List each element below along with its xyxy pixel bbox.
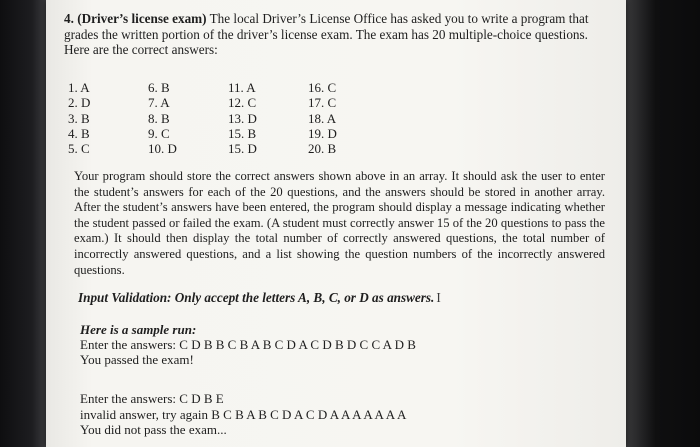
answer-column-1 bbox=[68, 80, 138, 156]
problem-statement bbox=[64, 11, 609, 58]
problem-number: 4. bbox=[64, 11, 74, 26]
correct-answers-list bbox=[68, 80, 388, 160]
program-instructions: Your program should store the correct answers shown above in an array. It should ask the user to enter the student’s answers for each of the 20 questions, and the answers should be stored in another array. After the student’s answers have been entered, the program should display a message indicating whether the student passed or failed the exam. (A student must correctly answer 15 of the 20 questions to pass the exam.) It should then display the total number of correctly answered questions, the total number of incorrectly answered questions, and a list showing the question numbers of the incorrectly answered questions. bbox=[74, 169, 605, 277]
answer-column-4 bbox=[308, 80, 378, 156]
answer-item: 4. B bbox=[68, 125, 90, 141]
answer-item: 8. B bbox=[148, 110, 170, 126]
textbook-page bbox=[46, 0, 626, 447]
problem-topic: (Driver’s license exam) bbox=[77, 11, 207, 26]
sample-run-1-result: You passed the exam! bbox=[80, 352, 194, 367]
answer-item: 12. C bbox=[228, 95, 257, 111]
photo-background-right bbox=[626, 0, 700, 447]
sample-run-1-input: Enter the answers: C D B B C B A B C D A C D B D C C A D B bbox=[80, 337, 416, 352]
answer-item: 13. D bbox=[228, 110, 257, 126]
answer-item: 15. D bbox=[228, 141, 257, 157]
answer-column-3 bbox=[228, 80, 298, 156]
answer-item: 10. D bbox=[148, 141, 177, 157]
photo-background-left bbox=[0, 0, 46, 447]
answer-item: 9. C bbox=[148, 125, 170, 141]
answer-item: 15. B bbox=[228, 125, 257, 141]
sample-run-2-result: You did not pass the exam... bbox=[80, 422, 227, 437]
answer-item: 5. C bbox=[68, 141, 90, 157]
answer-item: 11. A bbox=[228, 80, 256, 95]
text-cursor-icon: I bbox=[436, 290, 441, 305]
answer-item: 16. C bbox=[308, 80, 337, 95]
sample-run-2-input: Enter the answers: C D B E bbox=[80, 391, 224, 406]
answer-item: 3. B bbox=[68, 110, 90, 126]
answer-item: 1. A bbox=[68, 80, 90, 95]
answer-item: 18. A bbox=[308, 110, 337, 126]
input-validation-text: Input Validation: Only accept the letters A, B, C, or D as answers. bbox=[78, 290, 435, 305]
sample-run-2-retry: invalid answer, try again B C B A B C D A C D A A A A A A A bbox=[80, 407, 407, 422]
answer-item: 17. C bbox=[308, 95, 337, 111]
sample-run-heading: Here is a sample run: bbox=[80, 322, 197, 337]
answer-item: 19. D bbox=[308, 125, 337, 141]
answer-item: 2. D bbox=[68, 95, 91, 111]
answer-item: 7. A bbox=[148, 95, 170, 111]
answer-column-2 bbox=[148, 80, 218, 156]
answer-item: 6. B bbox=[148, 80, 170, 95]
answer-item: 20. B bbox=[308, 141, 337, 157]
input-validation-note bbox=[78, 290, 441, 306]
problem-text: The local Driver’s License Office has asked you to write a program that grades the written portion of the driver’s license exam. The exam has 20 multiple-choice questions. Here are the correct answers: bbox=[64, 11, 589, 58]
